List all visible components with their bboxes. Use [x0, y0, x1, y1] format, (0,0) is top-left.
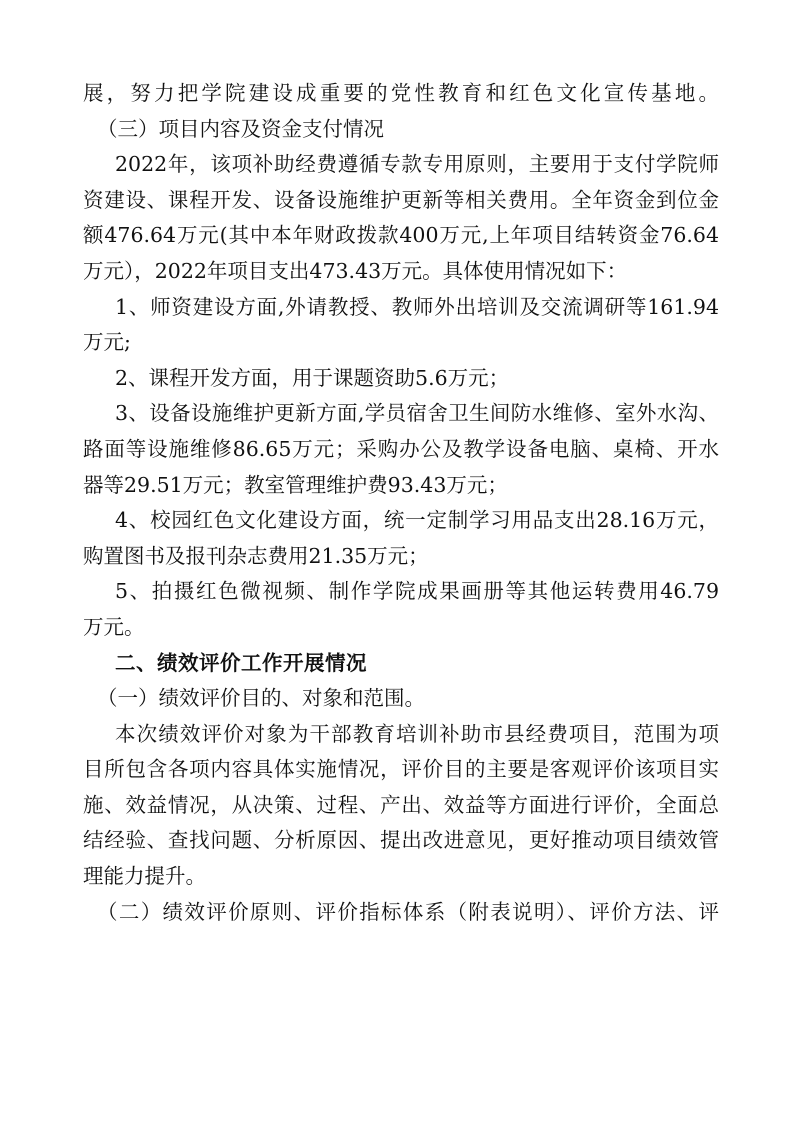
list-item-line: 万元; [83, 330, 131, 355]
list-item-line: 2、课程开发方面，用于课题资助5.6万元； [115, 365, 510, 390]
section-heading-2: 二、绩效评价工作开展情况 [115, 650, 367, 675]
list-item-line: 3、设备设施维护更新方面,学员宿舍卫生间防水维修、室外水沟、 [115, 401, 719, 426]
body-paragraph-line: 资建设、课程开发、设备设施维护更新等相关费用。全年资金到位金 [83, 187, 719, 212]
body-paragraph-line: 2022年，该项补助经费遵循专款专用原则，主要用于支付学院师 [115, 152, 719, 177]
list-item-line: 万元。 [83, 614, 145, 639]
list-item-line: 5、拍摄红色微视频、制作学院成果画册等其他运转费用46.79 [115, 579, 719, 604]
subsection-heading-2: （二）绩效评价原则、评价指标体系（附表说明）、评价方法、评 [97, 899, 719, 924]
list-item-line: 1、师资建设方面,外请教授、教师外出培训及交流调研等161.94 [115, 294, 719, 319]
document-page [83, 76, 719, 930]
section-heading-3: （三）项目内容及资金支付情况 [97, 116, 384, 141]
body-paragraph-line: 万元），2022年项目支出473.43万元。具体使用情况如下： [83, 258, 628, 283]
body-paragraph-line: 结经验、查找问题、分析原因、提出改进意见，更好推动项目绩效管 [83, 828, 719, 853]
body-paragraph-line: 展，努力把学院建设成重要的党性教育和红色文化宣传基地。 [83, 81, 719, 105]
list-item-line: 购置图书及报刊杂志费用21.35万元； [83, 543, 429, 568]
body-paragraph-line: 目所包含各项内容具体实施情况，评价目的主要是客观评价该项目实 [83, 757, 719, 782]
body-paragraph-line: 理能力提升。 [83, 864, 206, 889]
list-item-line: 4、校园红色文化建设方面，统一定制学习用品支出28.16万元， [115, 508, 719, 533]
list-item-line: 路面等设施维修86.65万元；采购办公及教学设备电脑、桌椅、开水 [83, 436, 719, 461]
body-paragraph-line: 额476.64万元(其中本年财政拨款400万元,上年项目结转资金76.64 [83, 223, 719, 248]
body-paragraph-line: 本次绩效评价对象为干部教育培训补助市县经费项目，范围为项 [115, 721, 719, 746]
list-item-line: 器等29.51万元；教室管理维护费93.43万元； [83, 472, 508, 497]
body-paragraph-line: 施、效益情况，从决策、过程、产出、效益等方面进行评价，全面总 [83, 792, 719, 817]
subsection-heading-1: （一）绩效评价目的、对象和范围。 [97, 686, 425, 711]
